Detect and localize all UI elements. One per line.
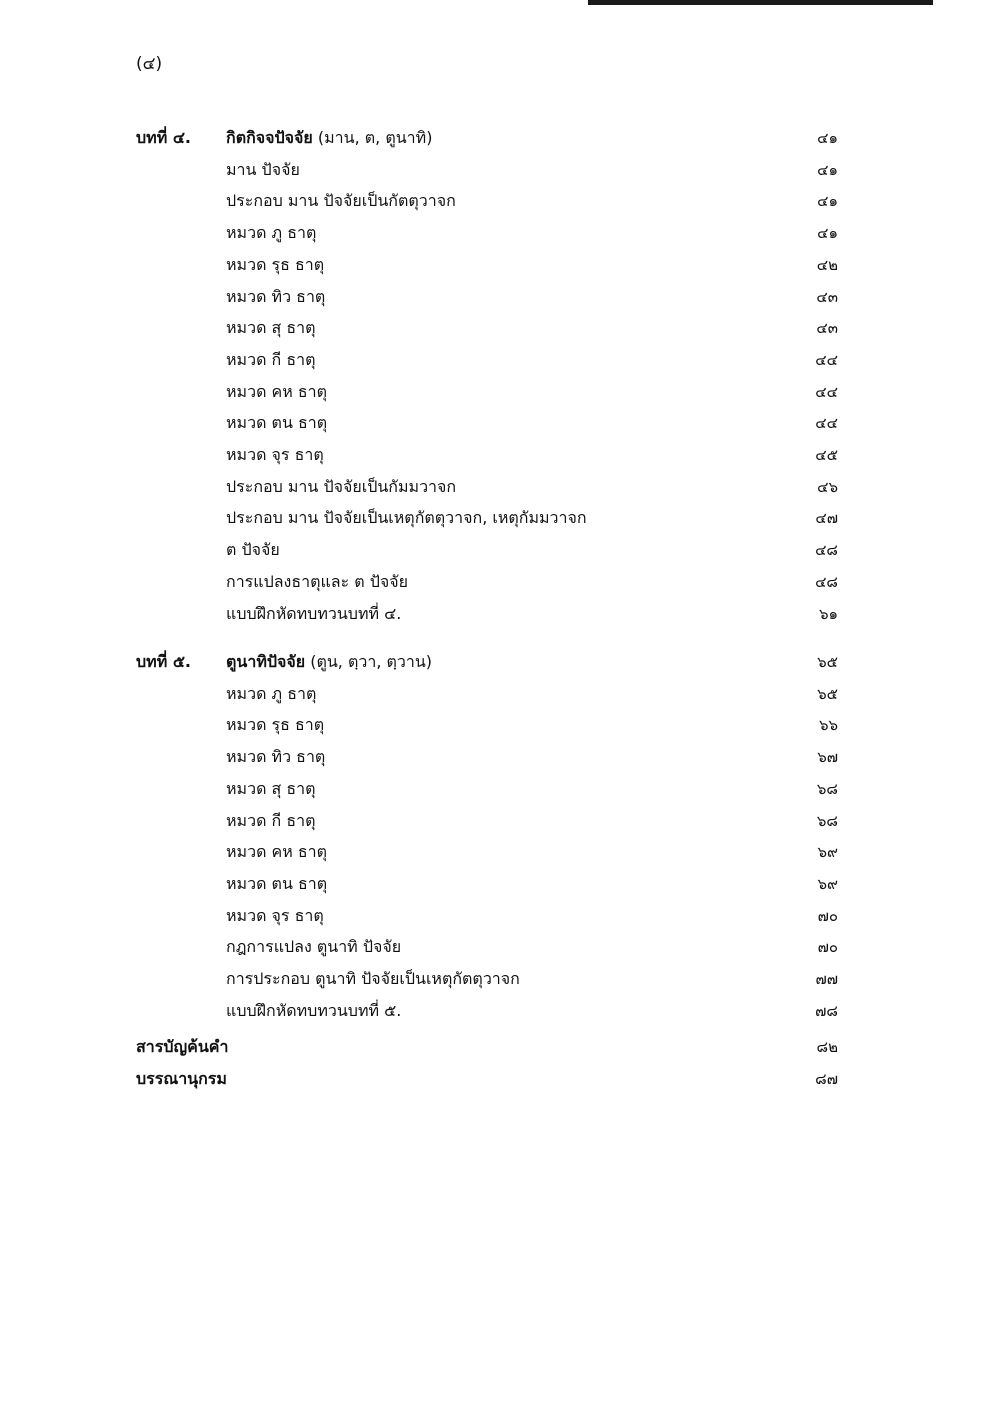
chapter-title xyxy=(226,647,432,677)
entry-title: หมวด สุ ธาตุ xyxy=(226,318,316,338)
entry-page: ๖๙ xyxy=(817,843,838,862)
chapter-title-rest: (มาน, ต, ตูนาทิ) xyxy=(312,128,433,147)
entry-page: ๔๗ xyxy=(815,509,838,528)
entry-title: หมวด ทิว ธาตุ xyxy=(226,747,326,767)
entry-title: หมวด ตน ธาตุ xyxy=(226,413,328,433)
entry-page: ๗๐ xyxy=(817,906,838,925)
back-matter-label: สารบัญค้นคำ xyxy=(136,1037,229,1056)
toc-entry xyxy=(136,186,838,216)
chapter-page: ๖๕ xyxy=(817,653,838,671)
entry-page: ๖๗ xyxy=(817,748,838,767)
entry-title: หมวด ภู ธาตุ xyxy=(226,223,317,243)
chapter-title xyxy=(226,123,432,153)
entry-page: ๗๘ xyxy=(815,1001,838,1020)
entry-title: หมวด จุร ธาตุ xyxy=(226,905,324,925)
entry-title: หมวด รุธ ธาตุ xyxy=(226,254,325,274)
toc-entry xyxy=(136,218,838,248)
entry-title: หมวด คห ธาตุ xyxy=(226,381,328,401)
toc-back-matter-row xyxy=(136,1064,838,1094)
toc-entry xyxy=(136,535,838,565)
entry-page: ๖๑ xyxy=(818,604,838,623)
back-matter-page: ๘๗ xyxy=(815,1070,838,1088)
toc-entry xyxy=(136,996,838,1026)
entry-page: ๖๖ xyxy=(818,716,838,735)
scan-edge-bar xyxy=(588,0,933,5)
entry-title: ประกอบ มาน ปัจจัยเป็นเหตุกัตตุวาจก, เหตุกัมมวาจก xyxy=(226,508,587,528)
toc-entry xyxy=(136,313,838,343)
entry-title: หมวด กี ธาตุ xyxy=(226,810,316,830)
entry-title: หมวด จุร ธาตุ xyxy=(226,445,324,464)
toc-entry xyxy=(136,901,838,931)
toc-entry xyxy=(136,503,838,533)
entry-title: กฎการแปลง ตูนาทิ ปัจจัย xyxy=(226,937,402,957)
toc-entry xyxy=(136,869,838,899)
entry-title: หมวด สุ ธาตุ xyxy=(226,778,316,798)
toc-entry xyxy=(136,679,838,709)
toc-entry xyxy=(136,932,838,962)
toc-entry xyxy=(136,806,838,836)
entry-title: แบบฝึกหัดทบทวนบทที่ ๕. xyxy=(226,1000,402,1020)
entry-page: ๔๑ xyxy=(817,160,838,179)
toc-chapter-row xyxy=(136,123,838,153)
entry-title: หมวด ตน ธาตุ xyxy=(226,873,328,893)
entry-title: หมวด รุธ ธาตุ xyxy=(226,715,325,735)
entry-page: ๗๐ xyxy=(817,938,838,957)
entry-page: ๔๒ xyxy=(816,255,838,274)
entry-page: ๔๑ xyxy=(817,224,838,243)
entry-title: มาน ปัจจัย xyxy=(226,159,300,179)
toc-chapter-row xyxy=(136,647,838,677)
entry-title: ประกอบ มาน ปัจจัยเป็นกัตตุวาจก xyxy=(226,191,456,211)
entry-title: ต ปัจจัย xyxy=(226,540,280,560)
entry-page: ๖๕ xyxy=(817,684,838,703)
chapter-title-bold: กิตกิจจปัจจัย xyxy=(226,128,313,147)
toc-entry xyxy=(136,710,838,740)
entry-page: ๔๓ xyxy=(816,319,838,338)
toc-entry xyxy=(136,774,838,804)
entry-page: ๖๘ xyxy=(816,779,838,798)
entry-title: หมวด ทิว ธาตุ xyxy=(226,286,326,306)
entry-title: หมวด ภู ธาตุ xyxy=(226,683,317,703)
entry-title: หมวด คห ธาตุ xyxy=(226,842,328,862)
chapter-label: บทที่ ๕. xyxy=(136,652,192,671)
entry-page: ๖๘ xyxy=(816,811,838,830)
toc-entry xyxy=(136,155,838,185)
entry-page: ๔๓ xyxy=(816,287,838,306)
chapter-label: บทที่ ๔. xyxy=(136,128,192,147)
toc-entry xyxy=(136,599,838,629)
toc-entry xyxy=(136,345,838,375)
toc-entry xyxy=(136,250,838,280)
chapter-page: ๔๑ xyxy=(817,129,838,147)
entry-title: ประกอบ มาน ปัจจัยเป็นกัมมวาจก xyxy=(226,476,457,496)
toc-entry xyxy=(136,837,838,867)
entry-page: ๔๕ xyxy=(815,446,838,464)
toc-entry xyxy=(136,282,838,312)
back-matter-page: ๘๒ xyxy=(816,1038,838,1056)
toc-back-matter-row xyxy=(136,1032,838,1062)
toc-entry xyxy=(136,567,838,597)
entry-page: ๔๔ xyxy=(815,382,838,401)
toc-entry xyxy=(136,742,838,772)
toc-entry xyxy=(136,440,838,470)
toc-entry xyxy=(136,472,838,502)
toc-entry xyxy=(136,377,838,407)
entry-page: ๔๔ xyxy=(815,414,838,433)
back-matter-label: บรรณานุกรม xyxy=(136,1069,227,1088)
toc-entry xyxy=(136,408,838,438)
entry-title: แบบฝึกหัดทบทวนบทที่ ๔. xyxy=(226,603,402,623)
chapter-title-rest: (ตูน, ตฺวา, ตฺวาน) xyxy=(305,652,433,671)
entry-page: ๔๔ xyxy=(815,350,838,369)
entry-page: ๔๑ xyxy=(817,192,838,211)
entry-page: ๗๗ xyxy=(815,970,838,988)
entry-page: ๔๘ xyxy=(815,541,838,560)
entry-page: ๔๖ xyxy=(817,477,838,496)
entry-title: การแปลงธาตุและ ต ปัจจัย xyxy=(226,571,409,591)
entry-title: การประกอบ ตูนาทิ ปัจจัยเป็นเหตุกัตตุวาจก xyxy=(226,969,520,988)
entry-page: ๖๙ xyxy=(817,874,838,893)
entry-title: หมวด กี ธาตุ xyxy=(226,349,316,369)
chapter-title-bold: ตูนาทิปัจจัย xyxy=(226,652,306,671)
page-number: (๔) xyxy=(136,54,163,74)
toc-entry xyxy=(136,964,838,994)
entry-page: ๔๘ xyxy=(815,572,838,591)
